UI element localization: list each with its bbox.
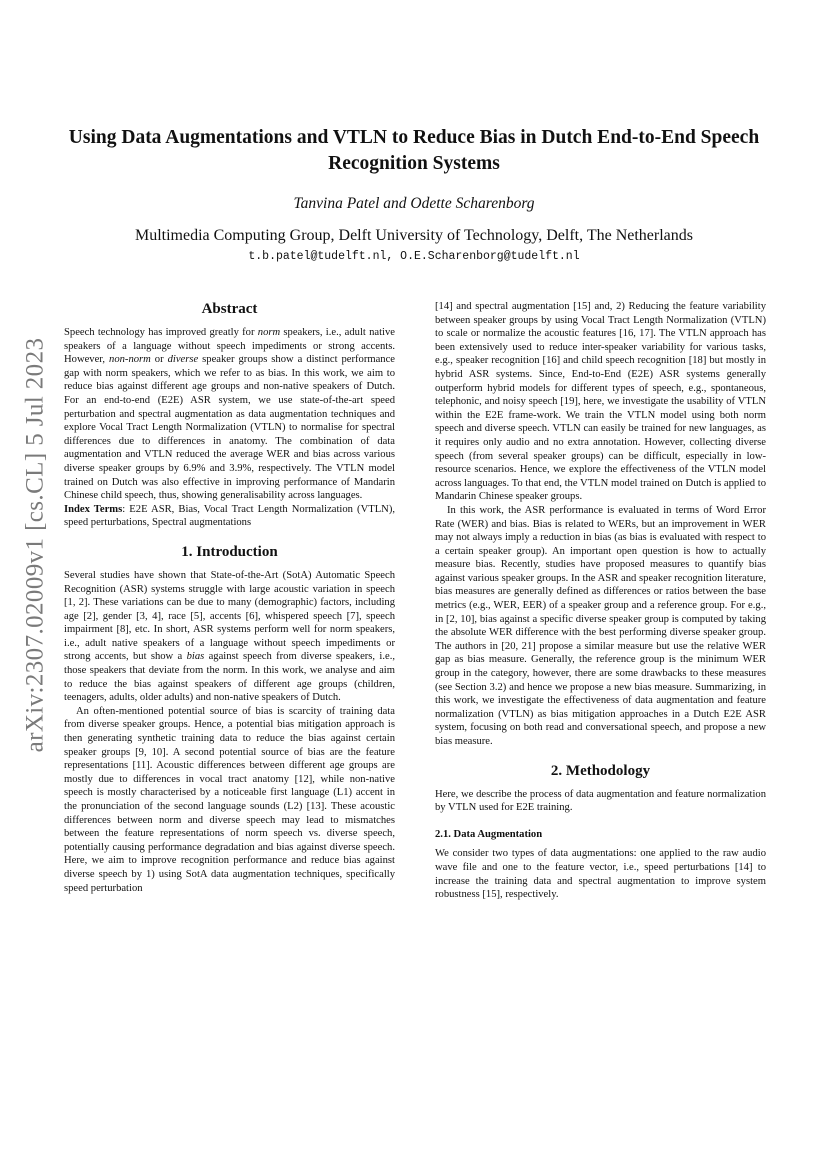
paper-header	[60, 125, 768, 263]
introduction-heading: 1. Introduction	[181, 543, 278, 560]
right-column	[435, 300, 766, 902]
abstract-text: Speech technology has improved greatly for norm speakers, i.e., adult native speakers of a language without speech impediments or strong accents. However, non-norm or diverse speaker groups show a distinct performance gap with norm speakers, which we refer to as bias. In this work, we aim to reduce bias against different age groups and non-native speakers of Dutch. For an end-to-end (E2E) ASR system, we use state-of-the-art speed perturbation and spectral augmentation as data augmentation techniques and explore Vocal Tract Length Normalization (VTLN) to normalise for spectral differences due to differences in anatomy. The combination of data augmentation and VTLN reduced the average WER and bias across various diverse speaker groups by 6.9% and 3.9%, respectively. The VTLN model trained on Dutch was also effective in improving performance of Mandarin Chinese child speech, thus, showing generalisability across languages.	[64, 327, 396, 502]
data-augmentation-subheading: 2.1. Data Augmentation	[435, 828, 543, 840]
arxiv-id: arXiv:2307.02009v1 [cs.CL] 5 Jul 2023	[21, 337, 49, 753]
intro-paragraph-4: In this work, the ASR performance is evaluated in terms of Word Error Rate (WER) and bias. Bias is related to WERs, but an improvement in WER may not always imply a reduction in bias (as bias is evaluated with respect to a certain speaker group). An important open question is how to actually measure bias. Recently, studies have proposed measures to quantify bias against various speaker groups. In the ASR and speaker recognition literature, bias measures are generally defined as differences or ratios between the base metrics (e.g., WER, EER) of a speaker group and a reference group. For e.g., in [2, 10], bias against a specific diverse speaker group is computed by taking the absolute WER difference with the best performing diverse speaker group. The authors in [20, 21] propose a similar measure but use the relative WER gap as bias measure. Generally, the reference group is the minimum WER group in the category, however, there are some drawbacks to these measures (see Section 3.2) and hence we propose a new bias measure. Summarizing, in this work, we investigate the effectiveness of data augmentation and feature normalization (VTLN) as bias mitigation approaches in a Dutch E2E ASR system, focusing on both read and conversational speech, and propose a new bias measure.	[435, 504, 766, 747]
paper-emails: t.b.patel@tudelft.nl, O.E.Scharenborg@tudelft.nl	[248, 250, 580, 263]
arxiv-side-stamp	[14, 337, 56, 753]
left-column	[64, 300, 395, 895]
methodology-heading: 2. Methodology	[550, 762, 651, 779]
paper-authors: Tanvina Patel and Odette Scharenborg	[293, 195, 535, 212]
paper-title: Using Data Augmentations and VTLN to Reduce Bias in Dutch End-to-End Speech Recognition Systems	[68, 127, 760, 174]
intro-paragraph-2: An often-mentioned potential source of bias is scarcity of training data from diverse speaker groups. Hence, a potential bias mitigation approach is then generating synthetic training data to reduce the bias against certain speaker groups [9, 10]. A second potential source of bias are the feature representations [11]. Acoustic differences between different age groups are mostly due to differences in vocal tract anatomy [12], while non-native speech is mostly characterised by a noticeable first language (L1) accent in the pronunciation of the second language sounds (L2) [13]. These acoustic differences between norm and diverse speech may lead to mismatches between the feature representations of norm speech vs. diverse speech, potentially causing performance degradation and bias against diverse speech. Here, we aim to improve recognition performance and reduce bias against diverse speech by 1) using SotA data augmentation techniques, specifically speed perturbation	[64, 705, 395, 894]
methodology-paragraph-2: We consider two types of data augmentations: one applied to the raw audio wave file and one to the feature vector, i.e., speed perturbations [14] to increase the training data and spectral augmentation to improve system robustness [15], respectively.	[435, 848, 766, 901]
paper-affiliation: Multimedia Computing Group, Delft University of Technology, Delft, The Netherlands	[134, 227, 694, 244]
index-terms: Index Terms: E2E ASR, Bias, Vocal Tract Length Normalization (VTLN), speed perturbations, Spectral augmentations	[64, 503, 396, 529]
intro-paragraph-3: [14] and spectral augmentation [15] and, 2) Reducing the feature variability between speaker groups by using Vocal Tract Length Normalization (VTLN) to scale or normalize the acoustic features [16, 17]. The VTLN approach has been extensively used to reduce inter-speaker variability for various tasks, e.g., speaker recognition [16] and child speech recognition [18] but mostly in hybrid ASR systems. Since, End-to-End (E2E) ASR systems generally outperform hybrid models for different types of speech, e.g., spontaneous, telephonic, and noisy speech [19], here, we investigate the usability of VTLN within the E2E frame-work. We train the VTLN model using both norm speech and diverse speech. VTLN can easily be trained for new languages, as it requires only audio and no extra annotation. However, collecting diverse speech (from several speaker groups) can be difficult, especially in low-resource scenarios. Hence, we explore the effectiveness of the VTLN model across languages. To that end, the VTLN model trained on Dutch is applied to Mandarin Chinese speaker groups.	[435, 301, 766, 503]
abstract-heading: Abstract	[201, 301, 258, 317]
methodology-paragraph-1: Here, we describe the process of data augmentation and feature normalization by VTLN used for E2E training.	[435, 788, 766, 814]
intro-paragraph-1: Several studies have shown that State-of-the-Art (SotA) Automatic Speech Recognition (ASR) systems struggle with large acoustic variation in speech [1, 2]. These variations can be due to many (demographic) factors, including age [2], gender [3, 4], race [5], accents [6], whispered speech [7], speech impairment [8], etc. In short, ASR systems perform well for norm speakers, i.e., adult native speakers of a language without speech impediments or strong accents, but show a bias against speech from diverse speakers, i.e., those speakers that deviate from the norm. In this work, we analyse and aim to reduce the bias against speakers of different age groups (children, teenagers, adults, older adults) and non-native speakers of Dutch.	[64, 569, 395, 704]
